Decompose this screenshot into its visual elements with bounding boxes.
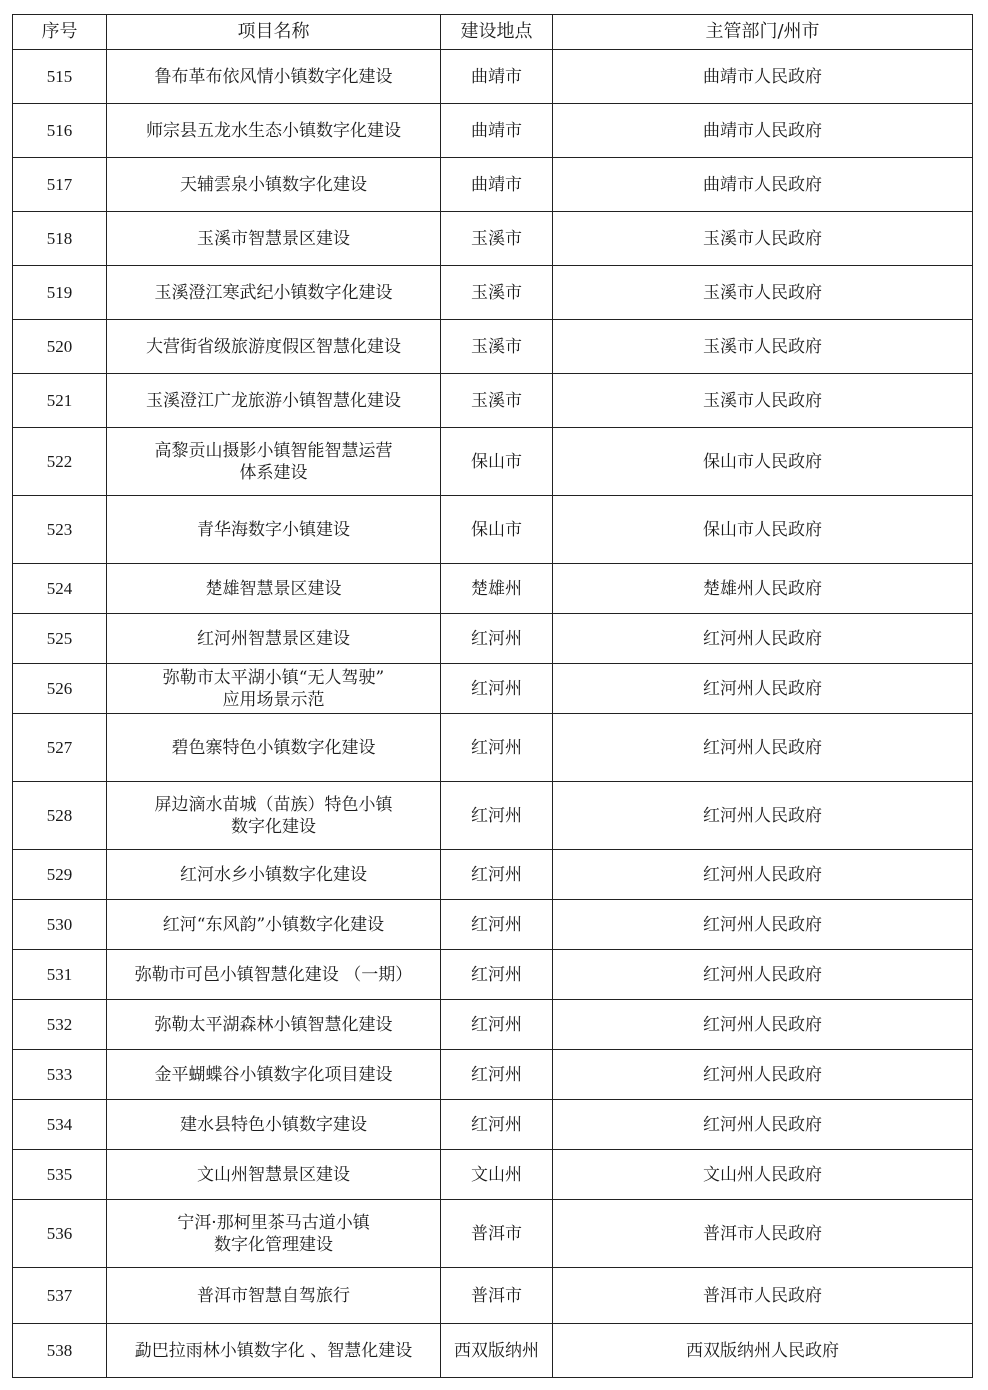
cell-serial-number: 525 — [13, 614, 107, 664]
table-row — [13, 1150, 973, 1200]
table-row — [13, 1100, 973, 1150]
table-row — [13, 320, 973, 374]
cell-serial-number: 535 — [13, 1150, 107, 1200]
cell-department: 红河州人民政府 — [553, 714, 973, 782]
header-project-name: 项目名称 — [107, 15, 441, 50]
cell-department: 玉溪市人民政府 — [553, 266, 973, 320]
project-name-line: 楚雄智慧景区建设 — [205, 578, 342, 599]
table-row — [13, 428, 973, 496]
project-name-line: 金平蝴蝶谷小镇数字化项目建设 — [154, 1064, 393, 1085]
project-name-line: 碧色寨特色小镇数字化建设 — [171, 737, 376, 758]
table-row — [13, 1324, 973, 1378]
cell-location: 保山市 — [441, 496, 553, 564]
project-name-line: 玉溪澄江寒武纪小镇数字化建设 — [154, 282, 393, 303]
project-name-line: 红河州智慧景区建设 — [197, 628, 350, 649]
table-row — [13, 496, 973, 564]
table-row — [13, 1268, 973, 1324]
project-name-line: 体系建设 — [239, 462, 308, 483]
project-name-line: 玉溪市智慧景区建设 — [197, 228, 350, 249]
cell-project-name — [107, 1150, 441, 1200]
cell-department: 红河州人民政府 — [553, 900, 973, 950]
project-name-line: 宁洱·那柯里茶马古道小镇 — [177, 1212, 370, 1233]
cell-serial-number: 530 — [13, 900, 107, 950]
cell-department: 曲靖市人民政府 — [553, 158, 973, 212]
cell-department: 保山市人民政府 — [553, 428, 973, 496]
cell-project-name — [107, 320, 441, 374]
cell-department: 保山市人民政府 — [553, 496, 973, 564]
project-name-line: 勐巴拉雨林小镇数字化 、智慧化建设 — [134, 1340, 413, 1361]
cell-department: 红河州人民政府 — [553, 664, 973, 714]
project-name-line: 高黎贡山摄影小镇智能智慧运营 — [154, 440, 393, 461]
cell-department: 普洱市人民政府 — [553, 1200, 973, 1268]
cell-location: 红河州 — [441, 782, 553, 850]
project-name-line: 玉溪澄江广龙旅游小镇智慧化建设 — [146, 390, 401, 411]
cell-location: 文山州 — [441, 1150, 553, 1200]
project-name-line: 文山州智慧景区建设 — [197, 1164, 350, 1185]
table-row — [13, 374, 973, 428]
cell-department: 西双版纳州人民政府 — [553, 1324, 973, 1378]
cell-serial-number: 529 — [13, 850, 107, 900]
cell-project-name — [107, 900, 441, 950]
cell-project-name — [107, 714, 441, 782]
header-serial-number: 序号 — [13, 15, 107, 50]
cell-location: 红河州 — [441, 1100, 553, 1150]
table-body — [13, 50, 973, 1378]
project-name-line: 应用场景示范 — [222, 689, 325, 710]
cell-location: 普洱市 — [441, 1268, 553, 1324]
cell-serial-number: 534 — [13, 1100, 107, 1150]
cell-department: 曲靖市人民政府 — [553, 50, 973, 104]
cell-serial-number: 537 — [13, 1268, 107, 1324]
cell-department: 楚雄州人民政府 — [553, 564, 973, 614]
table-row — [13, 782, 973, 850]
cell-location: 红河州 — [441, 1000, 553, 1050]
table-row — [13, 158, 973, 212]
cell-project-name — [107, 1100, 441, 1150]
cell-serial-number: 521 — [13, 374, 107, 428]
cell-department: 红河州人民政府 — [553, 1000, 973, 1050]
cell-location: 红河州 — [441, 950, 553, 1000]
cell-serial-number: 517 — [13, 158, 107, 212]
cell-serial-number: 520 — [13, 320, 107, 374]
cell-department: 文山州人民政府 — [553, 1150, 973, 1200]
cell-location: 玉溪市 — [441, 266, 553, 320]
cell-location: 红河州 — [441, 714, 553, 782]
table-row — [13, 564, 973, 614]
table-header-row — [13, 15, 973, 50]
cell-project-name — [107, 1200, 441, 1268]
cell-project-name — [107, 374, 441, 428]
cell-location: 楚雄州 — [441, 564, 553, 614]
cell-project-name — [107, 564, 441, 614]
cell-serial-number: 524 — [13, 564, 107, 614]
project-name-line: 弥勒市太平湖小镇“无人驾驶” — [162, 667, 385, 688]
cell-location: 玉溪市 — [441, 320, 553, 374]
table-row — [13, 950, 973, 1000]
cell-location: 西双版纳州 — [441, 1324, 553, 1378]
table-row — [13, 50, 973, 104]
table-row — [13, 900, 973, 950]
cell-department: 红河州人民政府 — [553, 1100, 973, 1150]
table-row — [13, 850, 973, 900]
cell-location: 红河州 — [441, 664, 553, 714]
cell-serial-number: 531 — [13, 950, 107, 1000]
table-row — [13, 664, 973, 714]
cell-project-name — [107, 850, 441, 900]
cell-project-name — [107, 266, 441, 320]
cell-department: 普洱市人民政府 — [553, 1268, 973, 1324]
cell-location: 玉溪市 — [441, 212, 553, 266]
cell-serial-number: 519 — [13, 266, 107, 320]
cell-project-name — [107, 104, 441, 158]
table-row — [13, 266, 973, 320]
cell-department: 玉溪市人民政府 — [553, 320, 973, 374]
cell-project-name — [107, 1050, 441, 1100]
cell-project-name — [107, 496, 441, 564]
project-name-line: 屏边滴水苗城（苗族）特色小镇 — [154, 794, 393, 815]
cell-serial-number: 538 — [13, 1324, 107, 1378]
project-name-line: 大营街省级旅游度假区智慧化建设 — [146, 336, 401, 357]
cell-project-name — [107, 212, 441, 266]
header-location: 建设地点 — [441, 15, 553, 50]
cell-project-name — [107, 950, 441, 1000]
project-name-line: 数字化建设 — [231, 816, 316, 837]
cell-location: 红河州 — [441, 1050, 553, 1100]
table-row — [13, 1200, 973, 1268]
cell-project-name — [107, 428, 441, 496]
cell-serial-number: 515 — [13, 50, 107, 104]
cell-serial-number: 522 — [13, 428, 107, 496]
table-row — [13, 212, 973, 266]
project-name-line: 弥勒太平湖森林小镇智慧化建设 — [154, 1014, 393, 1035]
project-name-line: 鲁布革布依风情小镇数字化建设 — [154, 66, 393, 87]
cell-location: 曲靖市 — [441, 104, 553, 158]
cell-serial-number: 516 — [13, 104, 107, 158]
cell-location: 红河州 — [441, 900, 553, 950]
project-name-line: 红河“东风韵”小镇数字化建设 — [162, 914, 385, 935]
cell-department: 红河州人民政府 — [553, 850, 973, 900]
cell-location: 红河州 — [441, 614, 553, 664]
cell-project-name — [107, 1324, 441, 1378]
cell-serial-number: 533 — [13, 1050, 107, 1100]
cell-serial-number: 528 — [13, 782, 107, 850]
cell-location: 曲靖市 — [441, 158, 553, 212]
project-name-line: 普洱市智慧自驾旅行 — [197, 1285, 350, 1306]
cell-location: 保山市 — [441, 428, 553, 496]
table-row — [13, 1050, 973, 1100]
table-row — [13, 614, 973, 664]
header-department: 主管部门/州市 — [553, 15, 973, 50]
cell-project-name — [107, 1000, 441, 1050]
cell-project-name — [107, 664, 441, 714]
cell-department: 红河州人民政府 — [553, 614, 973, 664]
cell-location: 玉溪市 — [441, 374, 553, 428]
cell-department: 玉溪市人民政府 — [553, 212, 973, 266]
cell-location: 红河州 — [441, 850, 553, 900]
cell-serial-number: 536 — [13, 1200, 107, 1268]
project-table-sheet — [12, 14, 972, 1378]
cell-location: 曲靖市 — [441, 50, 553, 104]
cell-serial-number: 518 — [13, 212, 107, 266]
table-row — [13, 1000, 973, 1050]
project-name-line: 弥勒市可邑小镇智慧化建设 （一期） — [134, 964, 413, 985]
cell-project-name — [107, 158, 441, 212]
cell-department: 曲靖市人民政府 — [553, 104, 973, 158]
project-name-line: 天辅雲泉小镇数字化建设 — [180, 174, 367, 195]
cell-serial-number: 532 — [13, 1000, 107, 1050]
cell-serial-number: 523 — [13, 496, 107, 564]
project-name-line: 数字化管理建设 — [214, 1234, 333, 1255]
cell-department: 玉溪市人民政府 — [553, 374, 973, 428]
cell-serial-number: 526 — [13, 664, 107, 714]
project-name-line: 师宗县五龙水生态小镇数字化建设 — [146, 120, 401, 141]
table-row — [13, 714, 973, 782]
project-name-line: 红河水乡小镇数字化建设 — [180, 864, 367, 885]
project-table — [12, 14, 973, 1378]
project-name-line: 建水县特色小镇数字建设 — [180, 1114, 367, 1135]
project-name-line: 青华海数字小镇建设 — [197, 519, 350, 540]
cell-department: 红河州人民政府 — [553, 1050, 973, 1100]
cell-project-name — [107, 1268, 441, 1324]
cell-project-name — [107, 614, 441, 664]
table-row — [13, 104, 973, 158]
cell-department: 红河州人民政府 — [553, 782, 973, 850]
cell-location: 普洱市 — [441, 1200, 553, 1268]
cell-project-name — [107, 782, 441, 850]
cell-project-name — [107, 50, 441, 104]
cell-serial-number: 527 — [13, 714, 107, 782]
cell-department: 红河州人民政府 — [553, 950, 973, 1000]
